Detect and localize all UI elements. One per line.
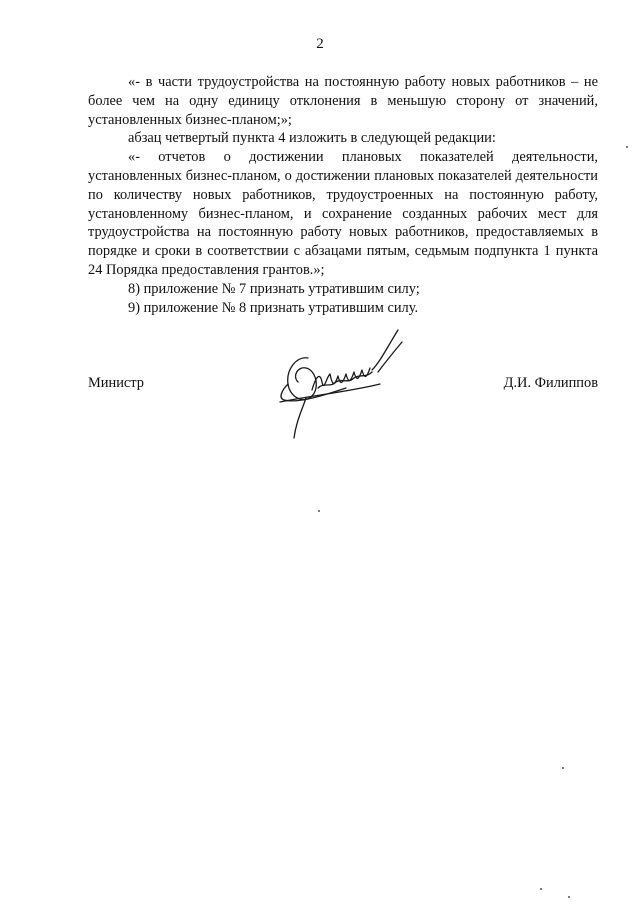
paragraph-amendment-intro: абзац четвертый пункта 4 изложить в следующей редакции: bbox=[128, 130, 496, 147]
page-number: 2 bbox=[316, 36, 324, 52]
scan-speck bbox=[562, 767, 564, 769]
paragraph-item-8: 8) приложение № 7 признать утратившим силу; bbox=[128, 280, 420, 297]
paragraph-item-9: 9) приложение № 8 признать утратившим силу. bbox=[128, 299, 419, 316]
paragraph-reports: «- отчетов о достижении плановых показателей деятельности, установленных бизнес-планом, о достижении плановых показателей деятельности по количеству новых работников, трудоустроенных на постоянную работу, установленному бизнес-планом, и сохранение созданных рабочих мест для трудоустройства на постоянную работу новых работников, предоставляемых в порядке и сроки в соответствии с абзацами пятым, седьмым подпункта 1 пункта 24 Порядка предоставления грантов.»; bbox=[88, 149, 598, 278]
scan-speck bbox=[318, 510, 320, 512]
handwritten-signature bbox=[268, 318, 418, 446]
document-body bbox=[88, 73, 598, 317]
scan-speck bbox=[568, 896, 570, 898]
signer-name: Д.И. Филиппов bbox=[503, 375, 598, 391]
scan-speck bbox=[540, 888, 542, 890]
signer-title: Министр bbox=[88, 375, 144, 391]
scan-speck bbox=[626, 146, 628, 148]
paragraph-employment-deviation: «- в части трудоустройства на постоянную работу новых работников – не более чем на одну единицу отклонения в меньшую сторону от значений, установленных бизнес-планом;»; bbox=[88, 74, 598, 128]
